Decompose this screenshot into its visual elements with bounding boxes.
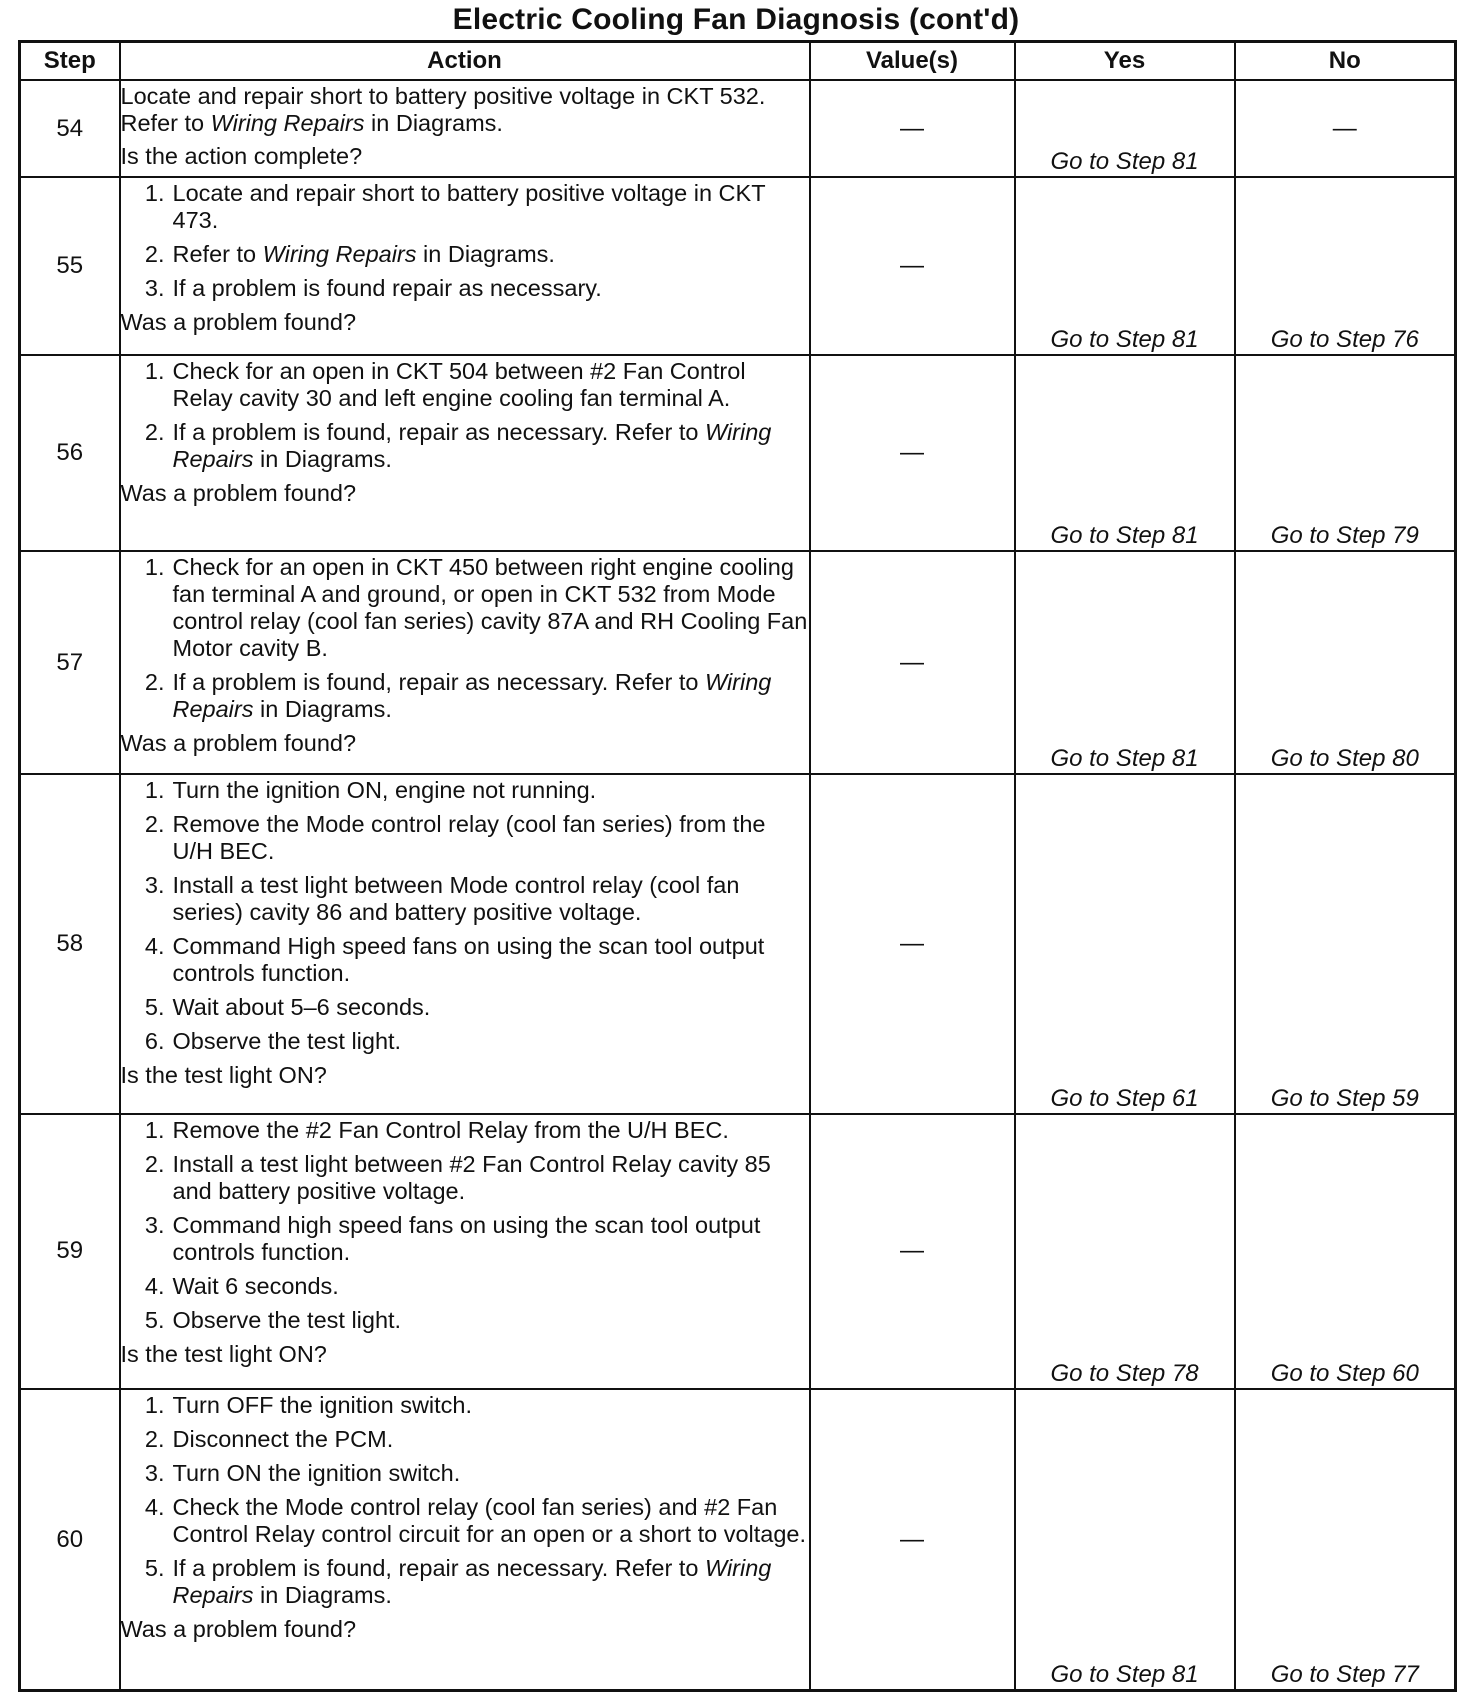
- item-text-part: in Diagrams.: [253, 1582, 392, 1609]
- reference-link-text: Wiring Repairs: [172, 669, 772, 723]
- item-text-part: Command High speed fans on using the scan tool output controls function.: [172, 933, 765, 987]
- item-number: 4.: [144, 1494, 165, 1521]
- item-number: 4.: [144, 933, 165, 960]
- item-text: [173, 1028, 809, 1055]
- item-text-part: If a problem is found, repair as necessary. Refer to: [172, 1555, 705, 1582]
- action-steps: [121, 777, 809, 1055]
- item-text-part: in Diagrams.: [253, 446, 392, 473]
- item-number: 2.: [144, 419, 165, 446]
- list-item: [121, 1117, 809, 1144]
- item-number: 1.: [144, 554, 165, 581]
- no-cell: Go to Step 60: [1235, 1114, 1456, 1389]
- item-text-part: Turn the ignition ON, engine not running.: [172, 777, 597, 804]
- list-item: [121, 241, 809, 268]
- step-number: 59: [20, 1114, 120, 1389]
- list-item: [121, 275, 809, 302]
- value-cell: —: [810, 1389, 1015, 1690]
- item-text-part: Locate and repair short to battery positive voltage in CKT 473.: [172, 180, 766, 234]
- table-row: [20, 80, 1456, 177]
- item-text-part: Check for an open in CKT 504 between #2 Fan Control Relay cavity 30 and left engine cooling fan terminal A.: [172, 358, 746, 412]
- item-text-part: Install a test light between Mode control relay (cool fan series) cavity 86 and battery positive voltage.: [172, 872, 740, 926]
- list-item: [121, 933, 809, 987]
- action-steps: [121, 358, 809, 473]
- value-cell: —: [810, 177, 1015, 355]
- header-action: Action: [120, 42, 810, 81]
- no-cell: Go to Step 79: [1235, 355, 1456, 551]
- value-cell: —: [810, 551, 1015, 774]
- action-cell: [120, 177, 810, 355]
- item-text: [173, 872, 809, 926]
- action-steps: [121, 554, 809, 723]
- list-item: [121, 1426, 809, 1453]
- list-item: [121, 1392, 809, 1419]
- item-text-part: Disconnect the PCM.: [172, 1426, 394, 1453]
- list-item: [121, 811, 809, 865]
- table-row: [20, 1389, 1456, 1690]
- item-text-part: If a problem is found, repair as necessary. Refer to: [172, 419, 705, 446]
- yes-cell: Go to Step 81: [1015, 1389, 1235, 1690]
- item-text-part: Wait about 5–6 seconds.: [172, 994, 431, 1021]
- reference-link-text: Wiring Repairs: [172, 1555, 772, 1609]
- step-number: 55: [20, 177, 120, 355]
- page-title: Electric Cooling Fan Diagnosis (cont'd): [452, 3, 1020, 36]
- item-text: [173, 669, 809, 723]
- item-text-part: Observe the test light.: [172, 1028, 402, 1055]
- item-text: [173, 811, 809, 865]
- item-text: [173, 1307, 809, 1334]
- value-cell: —: [810, 355, 1015, 551]
- item-text-part: Observe the test light.: [172, 1306, 402, 1333]
- item-text: [173, 1494, 809, 1548]
- item-number: 2.: [144, 1426, 165, 1453]
- item-number: 3.: [144, 872, 165, 899]
- item-text: [173, 241, 809, 268]
- yes-cell: Go to Step 81: [1015, 355, 1235, 551]
- action-cell: [120, 355, 810, 551]
- action-steps: [121, 180, 809, 302]
- item-number: 1.: [144, 358, 165, 385]
- list-item: [121, 1212, 809, 1266]
- yes-cell: Go to Step 81: [1015, 551, 1235, 774]
- header-yes: Yes: [1015, 42, 1235, 81]
- item-number: 3.: [144, 275, 165, 302]
- step-number: 56: [20, 355, 120, 551]
- item-text-part: If a problem is found, repair as necessary. Refer to: [172, 669, 705, 696]
- item-text-part: Refer to: [172, 241, 263, 268]
- value-cell: —: [810, 1114, 1015, 1389]
- item-number: 3.: [144, 1211, 165, 1238]
- header-row: [20, 42, 1456, 81]
- item-number: 5.: [144, 1555, 165, 1582]
- table-row: [20, 355, 1456, 551]
- yes-cell: Go to Step 81: [1015, 177, 1235, 355]
- step-number: 60: [20, 1389, 120, 1690]
- item-text-part: Turn OFF the ignition switch.: [172, 1392, 473, 1419]
- no-cell: Go to Step 59: [1235, 774, 1456, 1114]
- list-item: [121, 1273, 809, 1300]
- item-text-part: Remove the #2 Fan Control Relay from the U/H BEC.: [172, 1116, 729, 1143]
- list-item: [121, 358, 809, 412]
- item-text: [173, 1392, 809, 1419]
- item-text: [173, 1273, 809, 1300]
- list-item: [121, 1555, 809, 1609]
- item-text: [173, 180, 809, 234]
- list-item: [121, 872, 809, 926]
- item-text: [173, 1426, 809, 1453]
- list-item: [121, 994, 809, 1021]
- action-cell: [120, 1389, 810, 1690]
- action-steps: [121, 1117, 809, 1334]
- action-question: Was a problem found?: [120, 1616, 357, 1643]
- item-text: [173, 1212, 809, 1266]
- action-text: [121, 83, 809, 137]
- item-number: 5.: [144, 994, 165, 1021]
- table-row: [20, 177, 1456, 355]
- table-row: [20, 1114, 1456, 1389]
- list-item: [121, 669, 809, 723]
- item-text-part: Turn ON the ignition switch.: [172, 1460, 461, 1487]
- action-cell: [120, 551, 810, 774]
- step-number: 54: [20, 80, 120, 177]
- item-text-part: If a problem is found repair as necessary.: [172, 275, 602, 302]
- list-item: [121, 1028, 809, 1055]
- yes-cell: Go to Step 78: [1015, 1114, 1235, 1389]
- item-text: [173, 777, 809, 804]
- item-text-part: Remove the Mode control relay (cool fan series) from the U/H BEC.: [172, 811, 766, 865]
- item-number: 2.: [144, 811, 165, 838]
- action-question: Was a problem found?: [120, 480, 357, 507]
- item-number: 1.: [144, 1116, 165, 1143]
- action-question: Is the test light ON?: [120, 1340, 327, 1367]
- action-text-part: Locate and repair short to battery positive voltage in CKT 532. Refer to: [120, 83, 766, 136]
- item-number: 2.: [144, 1150, 165, 1177]
- list-item: [121, 1151, 809, 1205]
- no-cell: Go to Step 76: [1235, 177, 1456, 355]
- item-text-part: Check for an open in CKT 450 between right engine cooling fan terminal A and ground, or open in CKT 532 from Mode control relay (cool fan series) cavity 87A and RH Cooling Fan Motor cavity B.: [172, 554, 808, 662]
- item-text: [173, 1555, 809, 1609]
- action-cell: [120, 1114, 810, 1389]
- no-cell: —: [1235, 80, 1456, 177]
- value-cell: —: [810, 80, 1015, 177]
- list-item: [121, 777, 809, 804]
- item-number: 1.: [144, 1392, 165, 1419]
- no-cell: Go to Step 77: [1235, 1389, 1456, 1690]
- action-text-part: in Diagrams.: [364, 110, 503, 136]
- no-cell: Go to Step 80: [1235, 551, 1456, 774]
- item-text-part: Command high speed fans on using the scan tool output controls function.: [172, 1211, 761, 1265]
- yes-cell: Go to Step 61: [1015, 774, 1235, 1114]
- reference-link-text: Wiring Repairs: [262, 241, 417, 268]
- list-item: [121, 419, 809, 473]
- item-text: [173, 358, 809, 412]
- action-question: Is the action complete?: [120, 143, 363, 169]
- item-number: 1.: [144, 180, 165, 207]
- table-row: [20, 774, 1456, 1114]
- item-text: [173, 419, 809, 473]
- item-number: 1.: [144, 777, 165, 804]
- list-item: [121, 1494, 809, 1548]
- item-text-part: Check the Mode control relay (cool fan series) and #2 Fan Control Relay control circuit for an open or a short to voltage.: [172, 1494, 807, 1548]
- item-text-part: in Diagrams.: [253, 696, 392, 723]
- item-number: 2.: [144, 669, 165, 696]
- item-text: [173, 1117, 809, 1144]
- step-number: 58: [20, 774, 120, 1114]
- item-text: [173, 554, 809, 662]
- item-number: 4.: [144, 1272, 165, 1299]
- reference-link-text: Wiring Repairs: [210, 110, 365, 136]
- header-no: No: [1235, 42, 1456, 81]
- item-text-part: in Diagrams.: [416, 241, 555, 268]
- diagnosis-table: [18, 40, 1457, 1692]
- action-cell: [120, 774, 810, 1114]
- value-cell: —: [810, 774, 1015, 1114]
- action-question: Was a problem found?: [120, 730, 357, 757]
- list-item: [121, 180, 809, 234]
- item-text-part: Install a test light between #2 Fan Control Relay cavity 85 and battery positive voltage.: [172, 1150, 771, 1204]
- action-question: Was a problem found?: [120, 309, 357, 336]
- list-item: [121, 554, 809, 662]
- list-item: [121, 1307, 809, 1334]
- table-row: [20, 551, 1456, 774]
- step-number: 57: [20, 551, 120, 774]
- item-number: 6.: [144, 1028, 165, 1055]
- list-item: [121, 1460, 809, 1487]
- item-number: 3.: [144, 1460, 165, 1487]
- action-steps: [121, 1392, 809, 1609]
- reference-link-text: Wiring Repairs: [172, 419, 772, 473]
- item-number: 2.: [144, 241, 165, 268]
- item-text: [173, 1151, 809, 1205]
- yes-cell: Go to Step 81: [1015, 80, 1235, 177]
- header-value: Value(s): [810, 42, 1015, 81]
- action-question: Is the test light ON?: [120, 1062, 327, 1089]
- item-text: [173, 275, 809, 302]
- item-text-part: Wait 6 seconds.: [172, 1272, 339, 1299]
- item-text: [173, 994, 809, 1021]
- header-step: Step: [20, 42, 120, 81]
- item-text: [173, 933, 809, 987]
- action-cell: [120, 80, 810, 177]
- item-text: [173, 1460, 809, 1487]
- item-number: 5.: [144, 1306, 165, 1333]
